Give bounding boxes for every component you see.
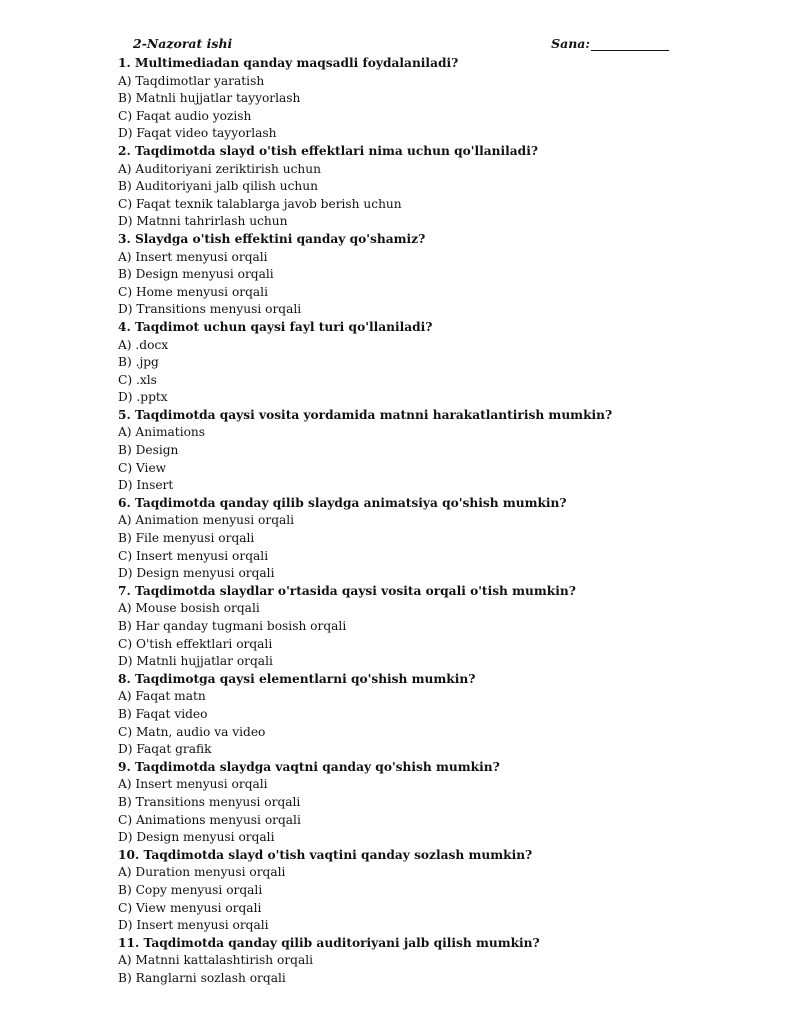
answer-option: B) Design	[118, 443, 179, 458]
question-block	[118, 935, 768, 988]
answer-option: D) Design menyusi orqali	[118, 830, 275, 845]
question-block	[118, 671, 768, 759]
answer-option: C) .xls	[118, 372, 157, 387]
question-block	[118, 407, 768, 495]
answer-option: B) Faqat video	[118, 706, 208, 721]
answer-option: A) Insert menyusi orqali	[118, 777, 268, 792]
answer-option: A) Insert menyusi orqali	[118, 249, 268, 264]
answer-option: C) Faqat texnik talablarga javob berish uchun	[118, 196, 402, 211]
answer-option: C) Insert menyusi orqali	[118, 548, 269, 563]
date-label: Sana:	[551, 36, 590, 51]
answer-option: C) Animations menyusi orqali	[118, 812, 301, 827]
answer-option: B) Matnli hujjatlar tayyorlash	[118, 91, 301, 106]
answer-option: D) Insert menyusi orqali	[118, 918, 269, 933]
answer-option: C) View menyusi orqali	[118, 900, 262, 915]
answer-option: C) Home menyusi orqali	[118, 284, 268, 299]
answer-option: B) File menyusi orqali	[118, 531, 255, 546]
question-text: 4. Taqdimot uchun qaysi fayl turi qo'llaniladi?	[118, 319, 433, 334]
question-text: 1. Multimediadan qanday maqsadli foydalaniladi?	[118, 56, 459, 70]
quiz-body	[118, 55, 768, 987]
answer-option: C) Matn, audio va video	[118, 724, 266, 739]
question-text: 3. Slaydga o'tish effektini qanday qo'shamiz?	[118, 231, 426, 246]
question-text: 9. Taqdimotda slaydga vaqtni qanday qo'shish mumkin?	[118, 759, 500, 774]
answer-option: D) Faqat grafik	[118, 742, 212, 757]
question-block	[118, 143, 768, 231]
answer-option: C) O'tish effektlari orqali	[118, 636, 273, 651]
answer-option: B) Auditoriyani jalb qilish uchun	[118, 179, 318, 194]
answer-option: A) Matnni kattalashtirish orqali	[118, 953, 314, 968]
question-block	[118, 231, 768, 319]
question-text: 10. Taqdimotda slayd o'tish vaqtini qanday sozlash mumkin?	[118, 847, 533, 862]
answer-option: D) Matnni tahrirlash uchun	[118, 214, 288, 229]
answer-option: D) Matnli hujjatlar orqali	[118, 654, 273, 669]
answer-option: A) Mouse bosish orqali	[118, 601, 260, 616]
question-text: 2. Taqdimotda slayd o'tish effektlari nima uchun qo'llaniladi?	[118, 143, 538, 158]
question-text: 7. Taqdimotda slaydlar o'rtasida qaysi vosita orqali o'tish mumkin?	[118, 583, 576, 598]
question-block	[118, 847, 768, 935]
question-text: 8. Taqdimotga qaysi elementlarni qo'shish mumkin?	[118, 671, 476, 686]
question-block	[118, 319, 768, 407]
answer-option: D) Faqat video tayyorlash	[118, 126, 277, 141]
question-text: 5. Taqdimotda qaysi vosita yordamida matnni harakatlantirish mumkin?	[118, 407, 613, 422]
answer-option: A) Auditoriyani zeriktirish uchun	[118, 161, 321, 176]
answer-option: A) Duration menyusi orqali	[118, 865, 286, 880]
date-field	[551, 36, 669, 51]
answer-option: B) Design menyusi orqali	[118, 267, 274, 282]
document-header	[133, 36, 669, 54]
answer-option: A) Faqat matn	[118, 689, 206, 704]
answer-option: B) Transitions menyusi orqali	[118, 794, 301, 809]
answer-option: D) Insert	[118, 478, 174, 493]
document-title: 2-Nazorat ishi	[133, 36, 233, 51]
question-block	[118, 583, 768, 671]
answer-option: B) Har qanday tugmani bosish orqali	[118, 619, 347, 633]
answer-option: C) View	[118, 460, 167, 475]
answer-option: A) .docx	[118, 337, 169, 352]
answer-option: B) Copy menyusi orqali	[118, 882, 263, 897]
answer-option: A) Animation menyusi orqali	[118, 513, 295, 528]
answer-option: B) .jpg	[118, 355, 159, 370]
answer-option: D) Transitions menyusi orqali	[118, 302, 302, 317]
question-block	[118, 55, 768, 143]
answer-option: B) Ranglarni sozlash orqali	[118, 970, 286, 985]
answer-option: D) .pptx	[118, 390, 168, 405]
answer-option: C) Faqat audio yozish	[118, 108, 252, 123]
date-blank-line	[591, 38, 669, 51]
answer-option: D) Design menyusi orqali	[118, 566, 275, 581]
question-text: 11. Taqdimotda qanday qilib auditoriyani jalb qilish mumkin?	[118, 935, 540, 950]
question-block	[118, 495, 768, 583]
question-text: 6. Taqdimotda qanday qilib slaydga animatsiya qo'shish mumkin?	[118, 495, 567, 510]
answer-option: A) Taqdimotlar yaratish	[118, 73, 265, 88]
answer-option: A) Animations	[118, 425, 206, 440]
question-block	[118, 759, 768, 847]
